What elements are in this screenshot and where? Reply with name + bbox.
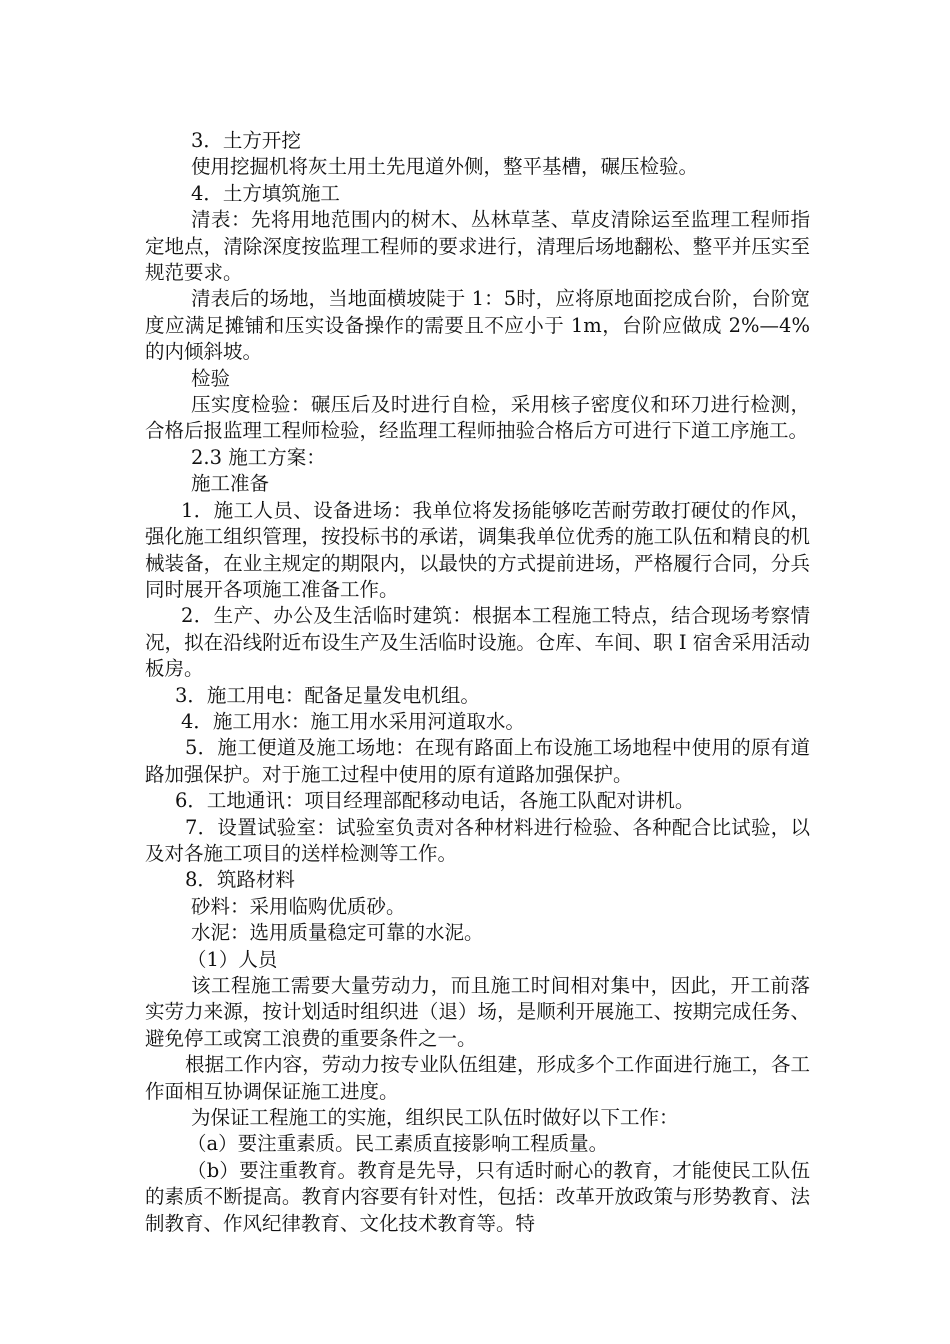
paragraph-power-supply: 3．施工用电：配备足量发电机组。 bbox=[175, 683, 480, 707]
paragraph-cement: 水泥：选用质量稳定可靠的水泥。 bbox=[191, 921, 484, 945]
paragraph-laboratory: 7．设置试验室：试验室负责对各种材料进行检验、各种配合比试验，以及对各施工项目的送样检测等工作。 bbox=[145, 815, 810, 865]
paragraph-preparation-heading: 施工准备 bbox=[191, 472, 270, 496]
document-body bbox=[145, 128, 810, 1237]
paragraph-earthwork-excavation-heading: 3．土方开挖 bbox=[191, 129, 301, 152]
paragraph-road-materials-heading: 8．筑路材料 bbox=[185, 868, 295, 892]
paragraph-personnel-heading: （1）人员 bbox=[187, 947, 278, 971]
paragraph-education-item: （b）要注重教育。教育是先导，只有适时耐心的教育，才能使民工队伍的素质不断提高。教育内容要有针对性，包括：改革开放政策与形势教育、法制教育、作风纪律教育、文化技术教育等。特 bbox=[145, 1158, 810, 1235]
paragraph-excavation-method: 使用挖掘机将灰土用土先甩道外侧，整平基槽，碾压检验。 bbox=[191, 155, 699, 179]
paragraph-labor-demand: 该工程施工需要大量劳动力，而且施工时间相对集中，因此，开工前落实劳力来源，按计划适时组织进（退）场，是顺利开展施工、按期完成任务、避免停工或窝工浪费的重要条件之一。 bbox=[145, 974, 810, 1050]
paragraph-sand: 砂料：采用临购优质砂。 bbox=[191, 894, 406, 918]
paragraph-inspection-heading: 检验 bbox=[191, 366, 231, 390]
paragraph-water-supply: 4．施工用水：施工用水采用河道取水。 bbox=[181, 709, 525, 733]
paragraph-temporary-buildings: 2．生产、办公及生活临时建筑：根据本工程施工特点，结合现场考察情况，拟在沿线附近布设生产及生活临时设施。仓库、车间、职 I 宿舍采用活动板房。 bbox=[145, 604, 810, 681]
paragraph-worker-team-tasks: 为保证工程施工的实施，组织民工队伍时做好以下工作： bbox=[191, 1106, 679, 1130]
paragraph-labor-organization: 根据工作内容，劳动力按专业队伍组建，形成多个工作面进行施工，各工作面相互协调保证施工进度。 bbox=[145, 1053, 810, 1103]
paragraph-clearing: 清表：先将用地范围内的树木、丛林草茎、草皮清除运至监理工程师指定地点，清除深度按监理工程师的要求进行，清理后场地翻松、整平并压实至规范要求。 bbox=[145, 208, 810, 285]
paragraph-personnel-equipment: 1．施工人员、设备进场：我单位将发扬能够吃苦耐劳敢打硬仗的作风，强化施工组织管理，按投标书的承诺，调集我单位优秀的施工队伍和精良的机械装备，在业主规定的期限内，以最快的方式提前进场，严格履行合同，分兵同时展开各项施工准备工作。 bbox=[145, 498, 810, 601]
paragraph-compaction-check: 压实度检验：碾压后及时进行自检，采用核子密度仪和环刀进行检测，合格后报监理工程师检验，经监理工程师抽验合格后方可进行下道工序施工。 bbox=[145, 393, 810, 443]
paragraph-access-roads: 5．施工便道及施工场地：在现有路面上布设施工场地程中使用的原有道路加强保护。对于施工过程中使用的原有道路加强保护。 bbox=[145, 736, 810, 786]
paragraph-communication: 6．工地通讯：项目经理部配移动电话，各施工队配对讲机。 bbox=[175, 789, 695, 813]
paragraph-earth-fill-heading: 4．土方填筑施工 bbox=[191, 181, 340, 205]
paragraph-construction-plan-heading: 2.3 施工方案： bbox=[191, 445, 326, 469]
paragraph-quality-item: （a）要注重素质。民工素质直接影响工程质量。 bbox=[187, 1132, 609, 1156]
paragraph-steps-on-slope: 清表后的场地，当地面横坡陡于 1：5时，应将原地面挖成台阶，台阶宽度应满足摊铺和压实设备操作的需要且不应小于 1m，台阶应做成 2%—4%的内倾斜坡。 bbox=[145, 287, 810, 364]
